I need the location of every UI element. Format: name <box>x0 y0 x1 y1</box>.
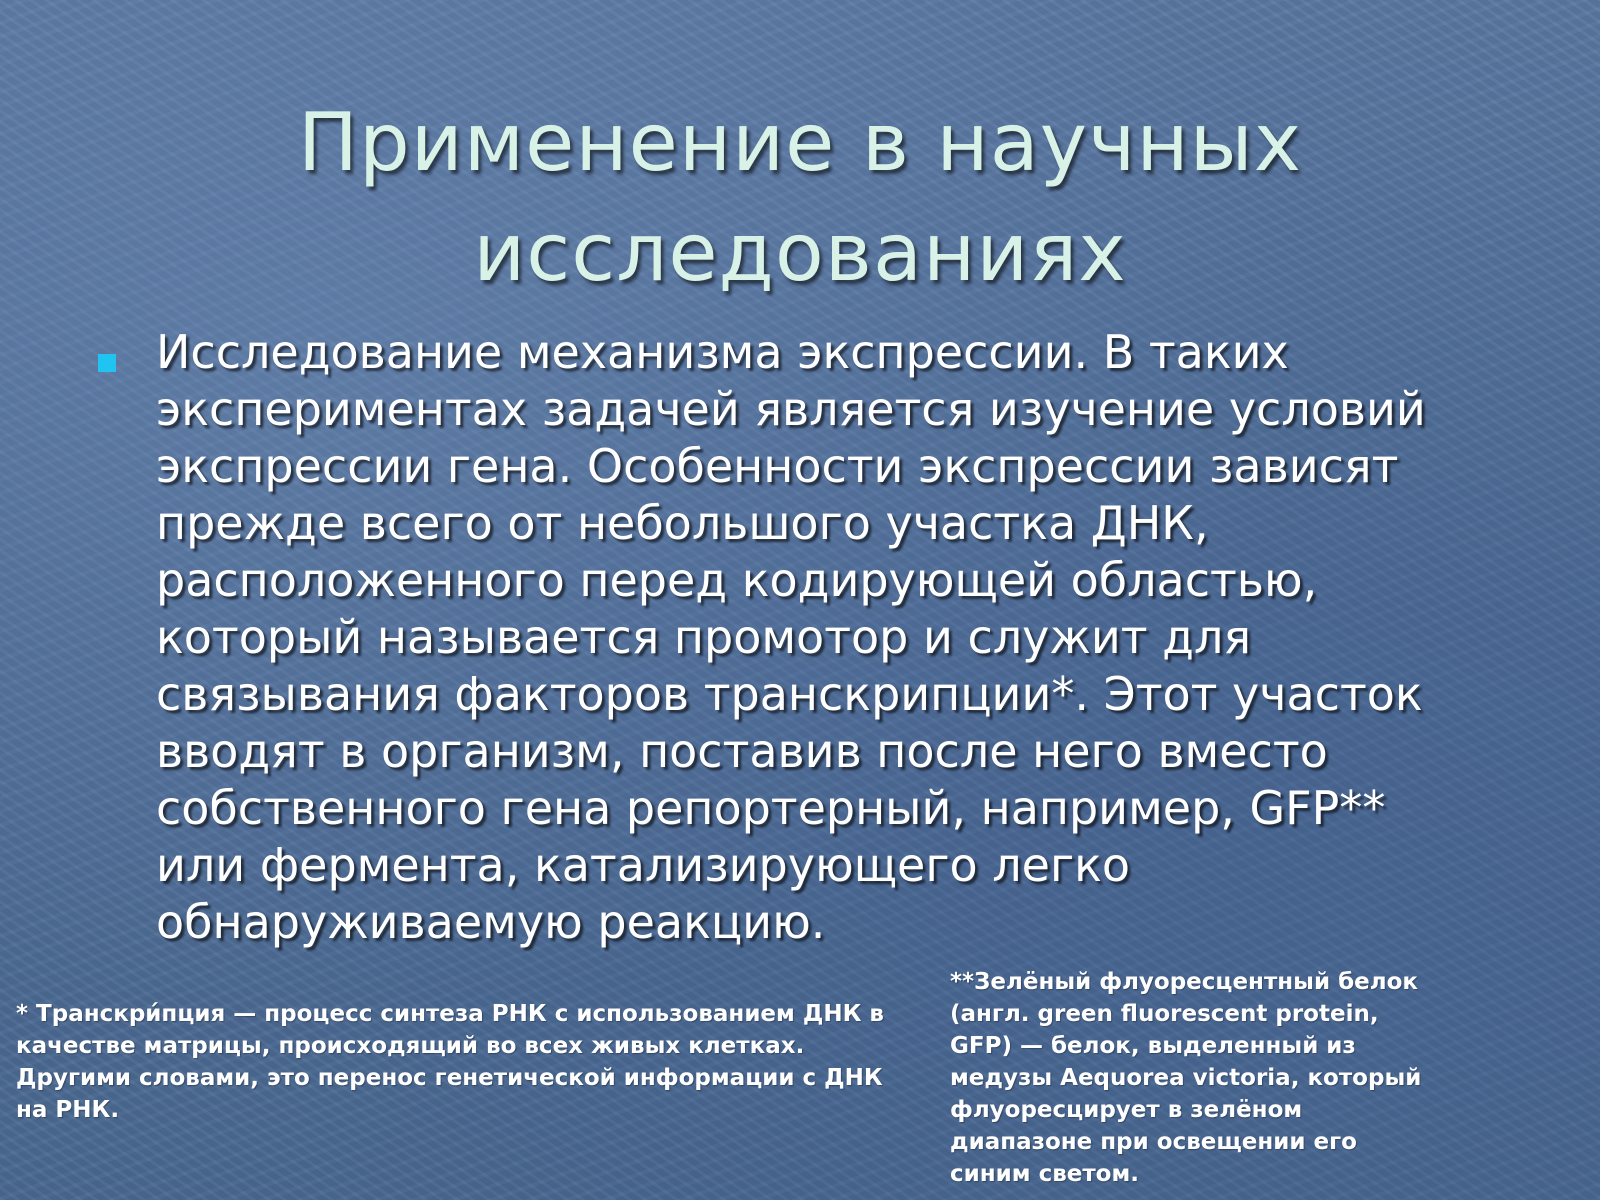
slide-title-line-1: Применение в научных <box>297 96 1303 189</box>
slide-title <box>0 88 1600 308</box>
footnote-gfp: **Зелёный флуоресцентный белок (англ. green fluorescent protein, GFP) — белок, выделенный из медузы Aequorea victoria, который флуоресцирует в зелёном диапазоне при освещении его синим светом. <box>950 969 1422 1187</box>
bullet-text: Исследование механизма экспрессии. В таких экспериментах задачей является изучение условий экспрессии гена. Особенности экспрессии зависят прежде всего от небольшого участка ДНК, расположенного перед кодирующей областью, который называется промотор и служит для связывания факторов транскрипции*. Этот участок вводят в организм, поставив после него вместо собственного гена репортерный, например, GFP** или фермента, катализирующего легко обнаруживаемую реакцию. <box>156 325 1426 949</box>
slide-title-line-2: исследованиях <box>473 206 1127 299</box>
square-bullet-icon <box>98 354 116 372</box>
footnote-transcription: * Транскри́пция — процесс синтеза РНК с использованием ДНК в качестве матрицы, происходящий во всех живых клетках. Другими словами, это перенос генетической информации с ДНК на РНК. <box>16 1001 884 1123</box>
